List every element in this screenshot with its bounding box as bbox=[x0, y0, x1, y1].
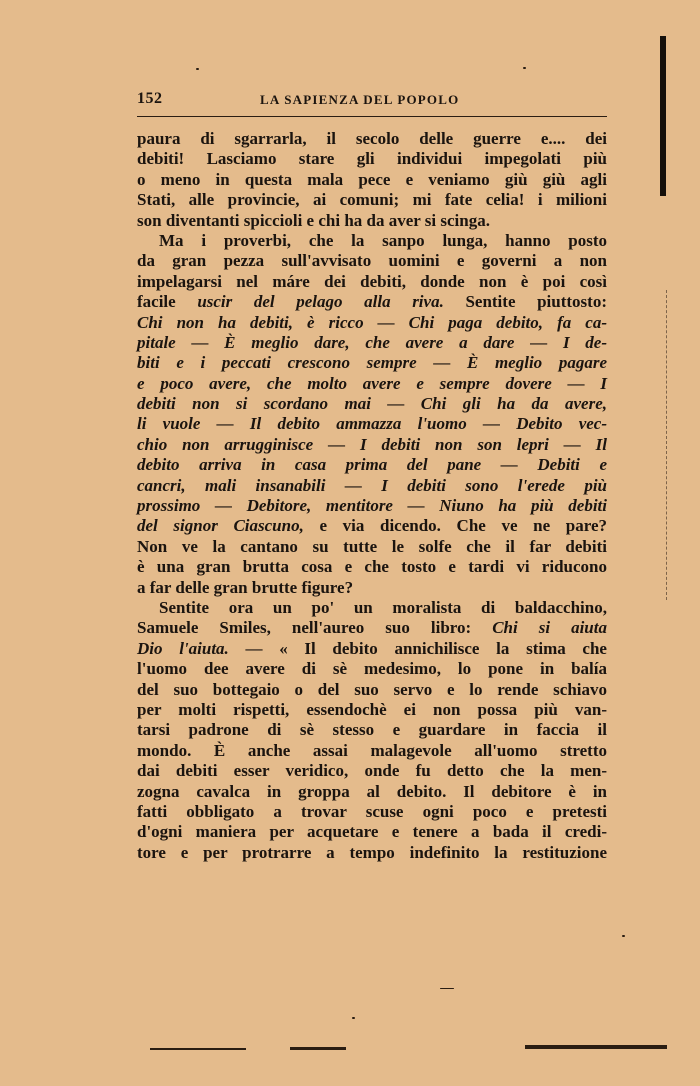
text-line bbox=[137, 455, 607, 475]
text-run: mondo. È anche assai malagevole all'uomo stretto bbox=[137, 740, 607, 760]
text-line bbox=[137, 496, 607, 516]
page-header bbox=[137, 90, 607, 110]
italic-run: e poco avere, che molto avere e sempre dovere — I bbox=[137, 373, 607, 393]
scan-speck bbox=[352, 1017, 355, 1019]
text-line bbox=[137, 516, 607, 536]
text-run: facile bbox=[137, 292, 198, 312]
text-run: dai debiti esser veridico, onde fu detto che la men- bbox=[137, 761, 607, 781]
italic-run: chio non arrugginisce — I debiti non son lepri — Il bbox=[137, 434, 607, 454]
text-line bbox=[137, 353, 607, 373]
scan-edge-shadow bbox=[660, 36, 666, 196]
italic-run: Chi non ha debiti, è ricco — Chi paga debito, fa ca- bbox=[137, 312, 607, 332]
text-run: a far delle gran brutte figure? bbox=[137, 577, 354, 597]
italic-run: uscir del pelago alla riva. bbox=[197, 292, 444, 312]
text-run: Sentite ora un po' un moralista di baldacchino, bbox=[159, 597, 607, 617]
italic-run: cancri, mali insanabili — I debiti sono l'erede più bbox=[137, 475, 607, 495]
text-run: è una gran brutta cosa e che tosto e tardi vi riducono bbox=[137, 557, 607, 577]
text-line bbox=[137, 414, 607, 434]
text-run: son diventanti spiccioli e chi ha da aver si scinga. bbox=[137, 210, 490, 230]
text-line bbox=[137, 680, 607, 700]
bottom-scan-mark bbox=[150, 1048, 246, 1050]
text-line bbox=[137, 149, 607, 169]
text-line bbox=[137, 822, 607, 842]
text-line bbox=[137, 129, 607, 149]
scan-speck bbox=[622, 935, 625, 937]
text-line bbox=[137, 782, 607, 802]
page-number: 152 bbox=[137, 90, 163, 107]
text-line bbox=[137, 272, 607, 292]
italic-run: Dio l'aiuta. bbox=[137, 638, 229, 658]
text-line bbox=[137, 211, 607, 231]
text-line bbox=[137, 639, 607, 659]
italic-run: li vuole — Il debito ammazza l'uomo — Debito vec- bbox=[137, 414, 607, 434]
text-run: da gran pezza sull'avvisato uomini e governi a non bbox=[137, 251, 607, 271]
text-line bbox=[137, 190, 607, 210]
text-run: impelagarsi nel máre dei debiti, donde non è poi così bbox=[137, 271, 607, 291]
text-line bbox=[137, 700, 607, 720]
scan-speck bbox=[196, 68, 199, 70]
text-run: Sentite piuttosto: bbox=[443, 292, 607, 312]
text-line bbox=[137, 557, 607, 577]
text-run: tarsi padrone di sè stesso e guardare in faccia il bbox=[137, 720, 607, 740]
text-run: fatti obbligato a trovar scuse ogni poco e pretesti bbox=[137, 801, 607, 821]
italic-run: del signor Ciascuno, bbox=[137, 516, 304, 536]
italic-run: debito arriva in casa prima del pane — Debiti e bbox=[137, 455, 607, 475]
body-text bbox=[137, 129, 607, 863]
text-line bbox=[137, 394, 607, 414]
text-run: e via dicendo. Che ve ne pare? bbox=[303, 516, 607, 536]
text-run: Ma i proverbi, che la sanpo lunga, hanno posto bbox=[159, 230, 607, 250]
text-line bbox=[137, 292, 607, 312]
italic-run: debiti non si scordano mai — Chi gli ha da avere, bbox=[137, 394, 607, 414]
text-line bbox=[137, 476, 607, 496]
text-run: Non ve la cantano su tutte le solfe che il far debiti bbox=[137, 536, 607, 556]
text-line bbox=[137, 741, 607, 761]
text-line bbox=[137, 537, 607, 557]
text-run: Stati, alle provincie, ai comuni; mi fate celia! i milioni bbox=[137, 190, 607, 210]
text-run: debiti! Lasciamo stare gli individui impegolati più bbox=[137, 149, 607, 169]
text-line bbox=[137, 720, 607, 740]
scan-edge-specks bbox=[666, 290, 669, 600]
text-run: paura di sgarrarla, il secolo delle guerre e.... dei bbox=[137, 129, 607, 148]
italic-run: pitale — È meglio dare, che avere a dare — I de- bbox=[137, 332, 607, 352]
text-line bbox=[137, 251, 607, 271]
text-line bbox=[137, 659, 607, 679]
scan-speck bbox=[523, 67, 526, 69]
text-run: del suo bottegaio o del suo servo e lo rende schiavo bbox=[137, 679, 607, 699]
bottom-scan-mark bbox=[525, 1045, 667, 1049]
text-line bbox=[137, 170, 607, 190]
scan-speck bbox=[440, 988, 454, 989]
italic-run: biti e i peccati crescono sempre — È meglio pagare bbox=[137, 353, 607, 373]
text-line bbox=[137, 761, 607, 781]
text-run: zogna cavalca in groppa al debito. Il debitore è in bbox=[137, 781, 607, 801]
text-line bbox=[137, 313, 607, 333]
text-run: d'ogni maniera per acquetare e tenere a bada il credi- bbox=[137, 822, 607, 842]
header-rule bbox=[137, 116, 607, 117]
text-run: tore e per protrarre a tempo indefinito la restituzione bbox=[137, 842, 607, 862]
text-run: Samuele Smiles, nell'aureo suo libro: bbox=[137, 618, 493, 638]
text-line bbox=[137, 435, 607, 455]
text-run: l'uomo dee avere di sè medesimo, lo pone in balía bbox=[137, 659, 607, 679]
text-run: o meno in questa mala pece e veniamo giù giù agli bbox=[137, 169, 607, 189]
text-run: per molti rispetti, essendochè ei non possa più van- bbox=[137, 699, 607, 719]
text-line bbox=[137, 374, 607, 394]
text-line bbox=[137, 598, 607, 618]
text-run: — « Il debito annichilisce la stima che bbox=[228, 638, 607, 658]
bottom-scan-mark bbox=[290, 1047, 346, 1050]
text-line bbox=[137, 231, 607, 251]
text-line bbox=[137, 333, 607, 353]
italic-run: prossimo — Debitore, mentitore — Niuno ha più debiti bbox=[137, 496, 607, 516]
text-line bbox=[137, 578, 607, 598]
text-line bbox=[137, 618, 607, 638]
running-head: LA SAPIENZA DEL POPOLO bbox=[260, 92, 460, 107]
text-line bbox=[137, 802, 607, 822]
italic-run: Chi si aiuta bbox=[492, 618, 607, 638]
text-line bbox=[137, 843, 607, 863]
